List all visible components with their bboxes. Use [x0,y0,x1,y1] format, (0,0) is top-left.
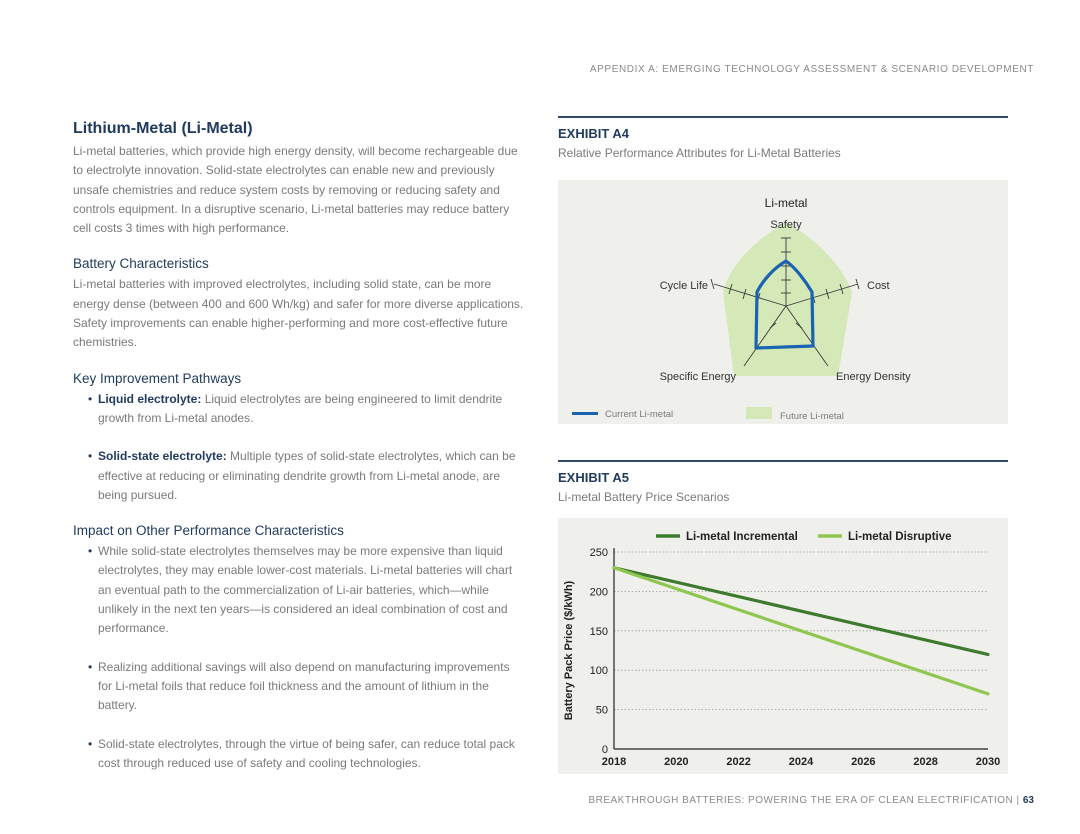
footer [588,795,1034,806]
axis-label-energy-density: Energy Density [836,371,911,383]
impact-item [73,735,525,774]
x-tick-label: 2024 [788,756,814,768]
line-chart [558,518,1008,774]
legend-future-swatch [746,407,772,419]
x-tick-label: 2018 [601,756,627,768]
y-axis-label: Battery Pack Price ($/kWh) [563,580,575,721]
exhibit-rule [558,116,1008,118]
future-li-metal-area [723,222,852,376]
radar-chart-panel [558,180,1008,424]
exhibit-a4-label: EXHIBIT A4 [558,126,630,141]
x-tick-label: 2028 [913,756,938,768]
radar-title: Li-metal [764,196,808,210]
bullet-icon: • [88,449,93,464]
bullet-icon: • [88,544,93,559]
x-tick-label: 2020 [664,756,689,768]
y-tick-label: 250 [589,547,608,559]
pathway-liquid [73,390,525,429]
axis-label-cycle-life: Cycle Life [659,280,708,292]
pathways-heading: Key Improvement Pathways [73,370,242,386]
x-tick-label: 2026 [851,756,876,768]
x-tick-label: 2022 [726,756,751,768]
section-title: Lithium-Metal (Li-Metal) [73,120,253,137]
y-tick-label: 200 [589,586,608,599]
running-header: APPENDIX A: EMERGING TECHNOLOGY ASSESSMENT & SCENARIO DEVELOPMENT [589,64,1034,75]
bullet-icon: • [88,391,93,406]
exhibit-a5-label: EXHIBIT A5 [558,470,630,485]
legend-current-swatch [572,412,598,415]
y-tick-label: 0 [601,744,608,756]
bullet-icon: • [88,736,93,751]
impact-heading: Impact on Other Performance Characteristics [73,523,344,539]
exhibit-a4-header [558,116,1008,160]
page-number: 63 [1022,795,1034,806]
exhibit-a5-subtitle: Li-metal Battery Price Scenarios [558,490,730,504]
exhibit-rule [558,460,1008,462]
line-chart-panel [558,518,1008,774]
legend-future-label: Future Li-metal [780,411,844,422]
impact-item [73,658,525,716]
impact-text: While solid-state electrolytes themselves may be more expensive than liquid electrolytes, they may enable lower-cost materials. Li-metal batteries will chart an eventual path to the commercialization of Li-air batteries, which—while unlikely in the next ten years—is considered an ideal combination of cost and performance. [98,544,513,636]
pathways-list [73,390,525,505]
radar-chart [558,180,1008,424]
legend-current-label: Current Li-metal [605,409,674,420]
legend-label: Li-metal Disruptive [848,531,952,543]
y-tick-label: 50 [595,704,608,717]
pathway-text: Multiple types of solid-state electrolytes, which can be effective at reducing or eliminating dendrite growth from Li-metal anode, are being pursued. [98,449,516,502]
y-tick-label: 150 [589,625,608,638]
pathway-lead: Liquid electrolyte: [98,391,202,406]
bullet-icon: • [88,659,93,674]
series-line [614,568,988,655]
x-tick-label: 2030 [975,756,1001,768]
exhibit-a5-header [558,460,1008,504]
impact-text: Realizing additional savings will also depend on manufacturing improvements for Li-metal foils that reduce foil thickness and the amount of lithium in the battery. [98,659,510,713]
pathway-text: Liquid electrolytes are being engineered to limit dendrite growth from Li-metal anodes. [98,391,503,425]
axis-label-cost: Cost [867,280,890,292]
pathway-solid-state [73,447,525,505]
impact-text: Solid-state electrolytes, through the virtue of being safer, can reduce total pack cost through reduced use of safety and cooling technologies. [98,736,515,770]
impact-item [73,542,525,638]
legend-label: Li-metal Incremental [686,531,798,543]
axis-label-specific-energy: Specific Energy [659,371,736,383]
battery-characteristics-heading: Battery Characteristics [73,256,209,272]
impact-list [73,542,525,773]
axis-label-safety: Safety [770,219,802,231]
intro-paragraph: Li-metal batteries, which provide high energy density, will become rechargeable due to electrolyte innovation. Solid-state electrolytes can enable new and previously unsafe chemistries and reduce system costs by removing or reducing safety and controls equipment. In a disruptive scenario, Li-metal batteries may reduce battery cell costs 3 times with high performance. [73,144,518,236]
exhibit-a4-subtitle: Relative Performance Attributes for Li-Metal Batteries [558,146,841,160]
battery-characteristics-paragraph: Li-metal batteries with improved electrolytes, including solid state, can be more energy dense (between 400 and 600 Wh/kg) and safer for more diverse applications. Safety improvements can enable higher-performing and more cost-effective future chemistries. [73,277,524,350]
main-text-column [73,120,525,773]
y-tick-label: 100 [589,665,608,678]
pathway-lead: Solid-state electrolyte: [98,449,227,464]
footer-text: BREAKTHROUGH BATTERIES: POWERING THE ERA OF CLEAN ELECTRIFICATION | [588,795,1023,806]
